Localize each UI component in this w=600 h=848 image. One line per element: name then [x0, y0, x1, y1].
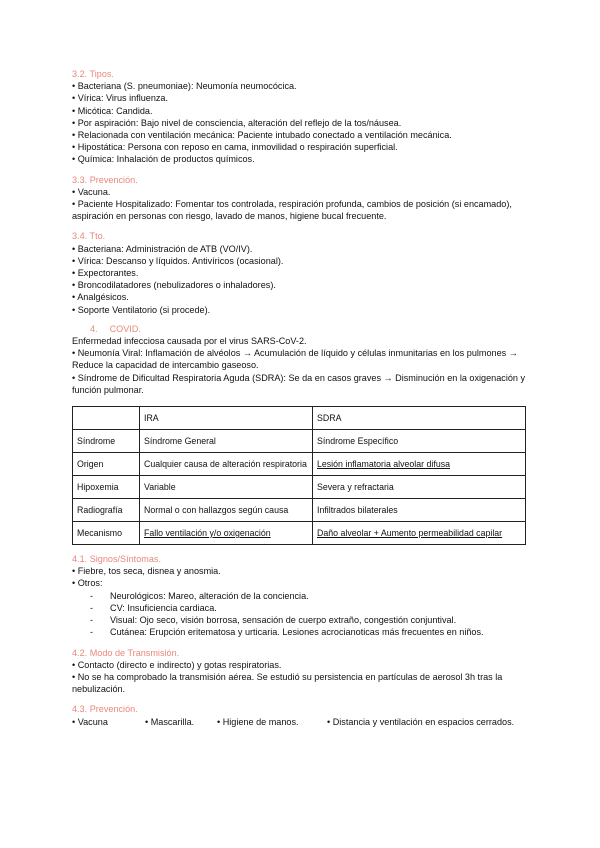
dash-bullet: - [90, 602, 94, 613]
list-item: • Expectorantes. [72, 268, 139, 279]
list-item: • Bacteriana (S. pneumoniae): Neumonía neumocócica. [72, 81, 297, 92]
sub-list-item [90, 602, 532, 614]
list-item: • Vacuna. [72, 186, 111, 197]
section-number: 4. [90, 323, 98, 334]
list-item: • Analgésicos. [72, 292, 129, 303]
table-header-cell: IRA [140, 407, 313, 430]
list-item: • Vírica: Virus influenza. [72, 93, 169, 104]
table-row [73, 476, 526, 499]
covid-intro: Enfermedad infecciosa causada por el virus SARS-CoV-2. [72, 336, 307, 347]
section-title: COVID. [109, 323, 141, 334]
table-cell: Severa y refractaria [313, 476, 526, 499]
section-heading-tto: 3.4. Tto. [72, 231, 106, 242]
list-item: • Fiebre, tos seca, disnea y anosmia. [72, 566, 221, 577]
table-cell: Cualquier causa de alteración respiratoria [140, 453, 313, 476]
table-cell: Mecanismo [73, 522, 140, 545]
section-heading-transmision: 4.2. Modo de Transmisión. [72, 647, 180, 658]
table-row [73, 453, 526, 476]
list-item: • Broncodilatadores (nebulizadores o inhaladores). [72, 280, 276, 291]
table-cell: Hipoxemia [73, 476, 140, 499]
dash-bullet: - [90, 615, 94, 626]
document-page [72, 68, 532, 728]
list-item: • Por aspiración: Bajo nivel de consciencia, alteración del reflejo de la tos/náusea. [72, 117, 402, 128]
list-item: • No se ha comprobado la transmisión aérea. Se estudió su persistencia en partículas de aerosol 3h tras la nebulización. [72, 671, 503, 695]
list-item: • Distancia y ventilación en espacios cerrados. [327, 716, 515, 727]
list-item: • Soporte Ventilatorio (si procede). [72, 304, 211, 315]
list-item: • Bacteriana: Administración de ATB (VO/IV). [72, 243, 253, 254]
table-cell: Normal o con hallazgos según causa [140, 499, 313, 522]
sub-list-text: Cutánea: Erupción eritematosa y urticaria. Lesiones acrocianoticas más frecuentes en niños. [110, 627, 484, 638]
table-cell: Daño alveolar + Aumento permeabilidad capilar [313, 522, 526, 545]
table-cell: Síndrome [73, 430, 140, 453]
list-item: • Contacto (directo e indirecto) y gotas respiratorias. [72, 659, 282, 670]
section-heading-prevencion-covid: 4.3. Prevención. [72, 704, 138, 715]
sub-list-item [90, 590, 532, 602]
list-item: • Relacionada con ventilación mecánica: Paciente intubado conectado a ventilación mecánica. [72, 130, 452, 141]
table-row [73, 522, 526, 545]
table-cell: Síndrome General [140, 430, 313, 453]
comparison-table [72, 406, 526, 545]
table-cell: Infiltrados bilaterales [313, 499, 526, 522]
table-cell: Radiografía [73, 499, 140, 522]
list-item: • Neumonía Viral: Inflamación de alvéolos → Acumulación de líquido y células inmunitarias en los pulmones → Reduce la capacidad de intercambio gaseoso. [72, 348, 518, 371]
list-item: • Química: Inhalación de productos químicos. [72, 154, 255, 165]
table-cell: Síndrome Específico [313, 430, 526, 453]
table-row [73, 430, 526, 453]
list-item: • Mascarilla. [145, 716, 195, 727]
table-row [73, 499, 526, 522]
section-heading-signos: 4.1. Signos/Síntomas. [72, 554, 161, 565]
list-item: • Otros: [72, 578, 103, 589]
table-cell: Origen [73, 453, 140, 476]
sub-list-item [90, 614, 532, 626]
table-cell: Lesión inflamatoria alveolar difusa [313, 453, 526, 476]
list-item: • Hipostática: Persona con reposo en cama, inmovilidad o respiración superficial. [72, 142, 398, 153]
sub-list-text: Visual: Ojo seco, visión borrosa, sensación de cuerpo extraño, congestión conjuntival. [110, 615, 457, 626]
list-item: • Síndrome de Dificultad Respiratoria Aguda (SDRA): Se da en casos graves → Disminución en la oxigenación y función pulmonar. [72, 372, 526, 395]
sub-list-text: Neurológicos: Mareo, alteración de la conciencia. [110, 590, 309, 601]
table-header-cell: SDRA [313, 407, 526, 430]
section-heading-prevencion: 3.3. Prevención. [72, 174, 138, 185]
list-item: • Vacuna [72, 716, 108, 727]
section-heading-covid [90, 323, 532, 335]
dash-bullet: - [90, 627, 94, 638]
sub-list-text: CV: Insuficiencia cardiaca. [110, 602, 217, 613]
list-item: • Micótica: Candida. [72, 105, 153, 116]
list-item: • Higiene de manos. [217, 716, 299, 727]
list-item: • Vírica: Descanso y líquidos. Antivíricos (ocasional). [72, 255, 284, 266]
table-cell: Fallo ventilación y/o oxigenación [140, 522, 313, 545]
section-heading-tipos: 3.2. Tipos. [72, 69, 114, 79]
table-header-row [73, 407, 526, 430]
table-cell: Variable [140, 476, 313, 499]
list-item: • Paciente Hospitalizado: Fomentar tos controlada, respiración profunda, cambios de posición (si encamado), aspiración en personas con riesgo, lavado de manos, higiene bucal frecuente. [72, 199, 512, 222]
table-header-cell [73, 407, 140, 430]
dash-bullet: - [90, 590, 94, 601]
prevention-row [72, 716, 532, 728]
sub-list-item [90, 626, 532, 638]
